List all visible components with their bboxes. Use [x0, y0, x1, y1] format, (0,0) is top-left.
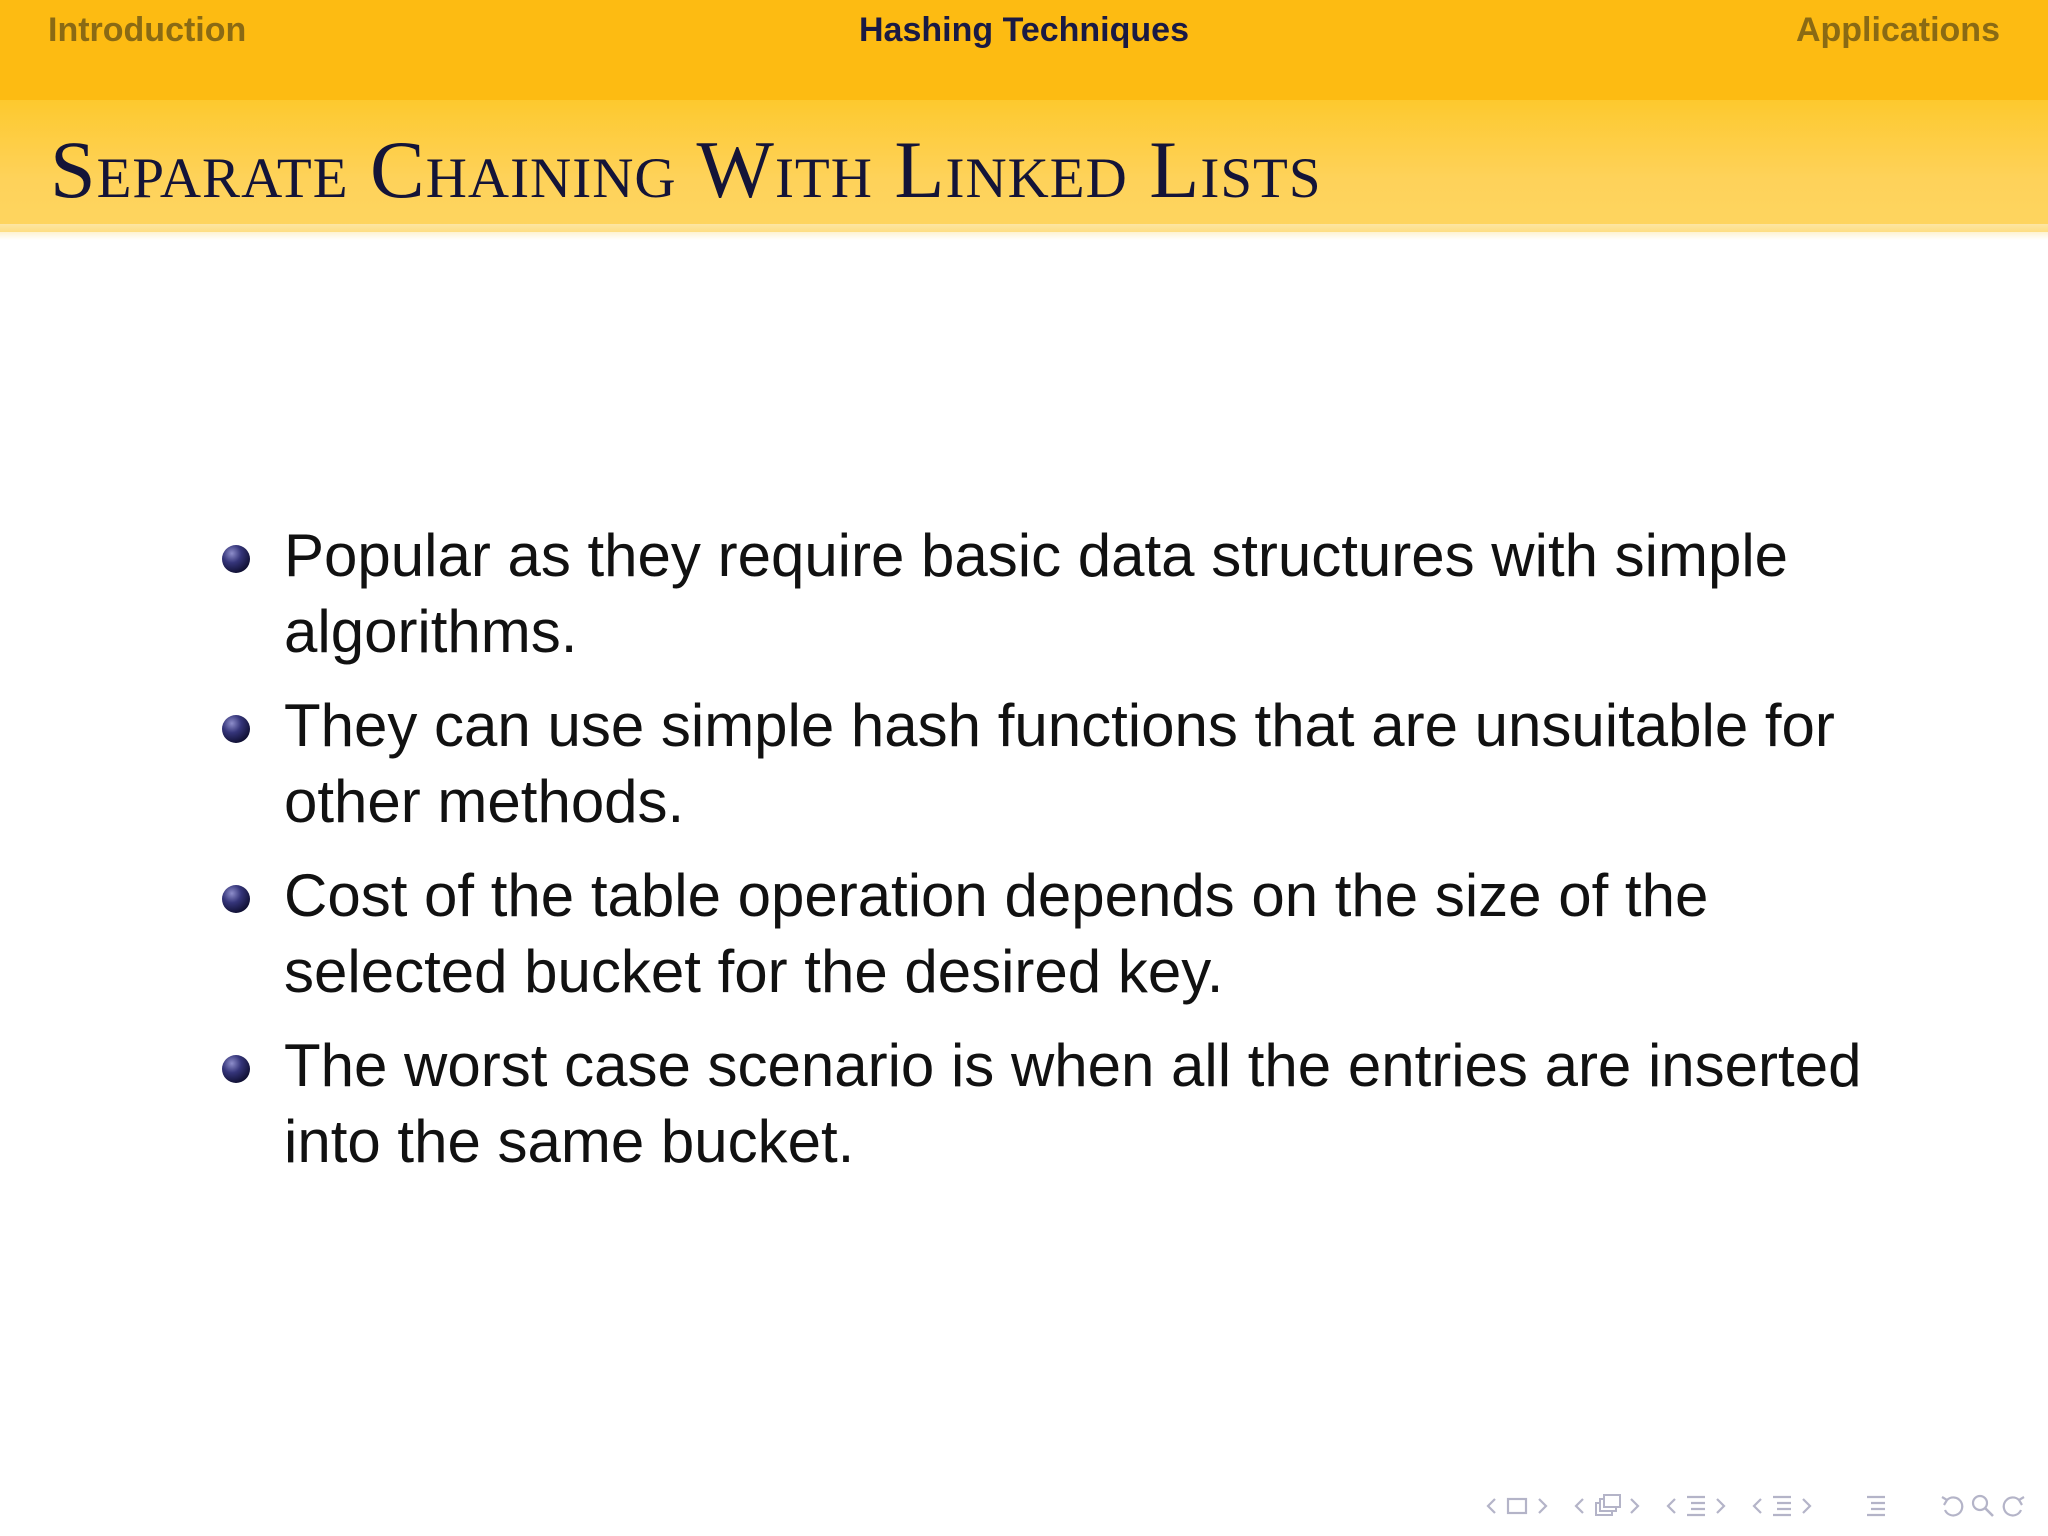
beamer-navigation-symbols: [1480, 1488, 2028, 1524]
subsection-back-icon[interactable]: [1568, 1488, 1590, 1524]
appendix-icon[interactable]: [1862, 1488, 1890, 1524]
frame-title: Separate Chaining With Linked Lists: [50, 124, 1322, 215]
ball-bullet-icon: [222, 1055, 250, 1083]
section-back-icon[interactable]: [1660, 1488, 1682, 1524]
nav-section-introduction[interactable]: Introduction: [48, 11, 247, 49]
section-icon[interactable]: [1682, 1488, 1710, 1524]
presentation-back-icon[interactable]: [1746, 1488, 1768, 1524]
list-item: [222, 858, 1922, 1010]
redo-icon[interactable]: [1998, 1488, 2028, 1524]
ball-bullet-icon: [222, 885, 250, 913]
section-forward-icon[interactable]: [1710, 1488, 1732, 1524]
nav-section-hashing-techniques[interactable]: Hashing Techniques: [859, 11, 1189, 49]
ball-bullet-icon: [222, 545, 250, 573]
bullet-text: The worst case scenario is when all the entries are inserted into the same bucket.: [284, 1032, 1862, 1175]
bullet-list: [222, 518, 1922, 1198]
ball-bullet-icon: [222, 715, 250, 743]
bullet-text: They can use simple hash functions that are unsuitable for other methods.: [284, 692, 1835, 835]
list-item: [222, 688, 1922, 840]
undo-icon[interactable]: [1938, 1488, 1968, 1524]
list-item: [222, 1028, 1922, 1180]
nav-section-applications[interactable]: Applications: [1795, 11, 2000, 49]
bullet-text: Popular as they require basic data structures with simple algorithms.: [284, 522, 1789, 665]
frame-back-icon[interactable]: [1480, 1488, 1502, 1524]
subsection-forward-icon[interactable]: [1624, 1488, 1646, 1524]
title-band-shadow: [0, 224, 2048, 240]
frame-forward-icon[interactable]: [1532, 1488, 1554, 1524]
frame-icon[interactable]: [1502, 1488, 1532, 1524]
presentation-forward-icon[interactable]: [1796, 1488, 1818, 1524]
search-icon[interactable]: [1968, 1488, 1998, 1524]
bullet-text: Cost of the table operation depends on the size of the selected bucket for the desired key.: [284, 862, 1709, 1005]
section-navigation-bar: [0, 0, 2048, 100]
subsection-icon[interactable]: [1590, 1488, 1624, 1524]
presentation-icon[interactable]: [1768, 1488, 1796, 1524]
list-item: [222, 518, 1922, 670]
